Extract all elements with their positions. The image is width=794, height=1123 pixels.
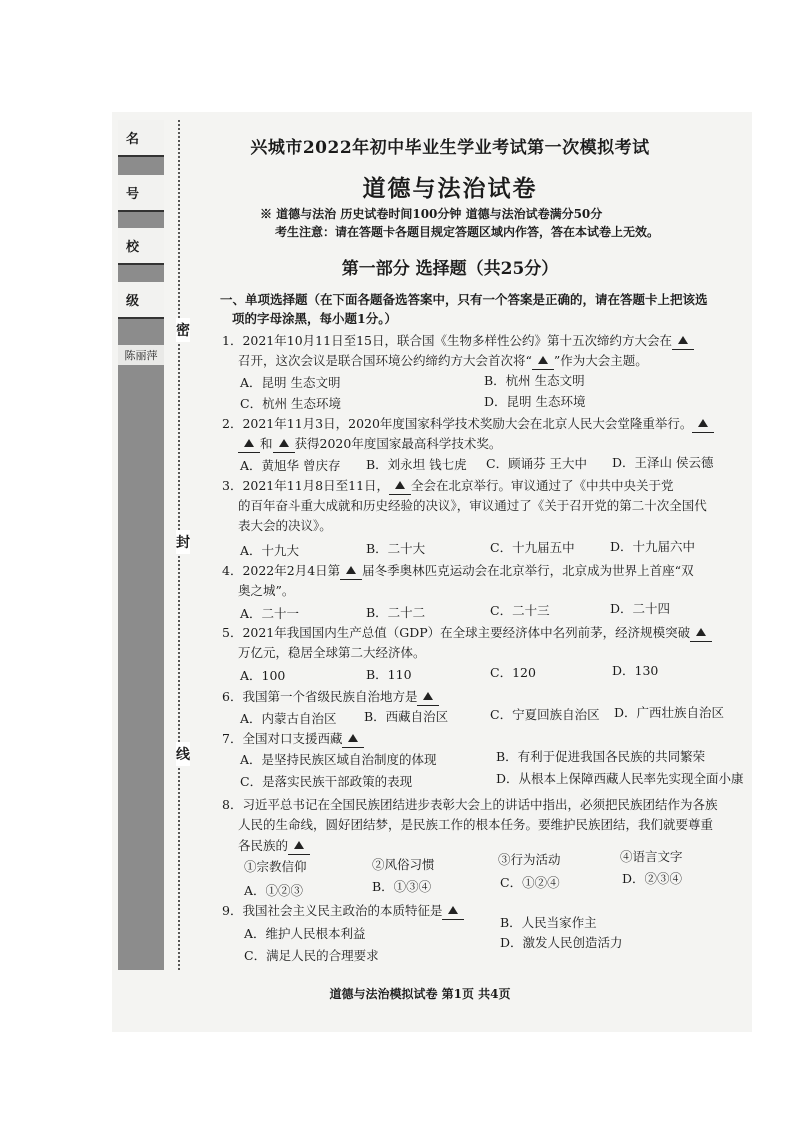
q8-item-3: ③行为活动 [498, 852, 561, 867]
q3-option-b: B．二十大 [366, 541, 426, 556]
exam-notice: 考生注意：请在答题卡各题目规定答题区域内作答，答在本试卷上无效。 [275, 225, 660, 239]
q1-line2a: 召开，这次会议是联合国环境公约缔约方大会首次将“ [238, 353, 532, 368]
q7-line1: 7．全国对口支援西藏 [222, 731, 343, 746]
q8-option-c: C．①②④ [500, 875, 560, 890]
q3-option-a: A．十九大 [240, 543, 300, 558]
q3-line1a: 3．2021年11月8日至11日， [222, 478, 390, 493]
q8-line3: 各民族的 [238, 838, 289, 853]
q9-line1: 9．我国社会主义民主政治的本质特征是 [222, 903, 443, 918]
blank-marker-icon [346, 566, 356, 574]
q5-line2: 万亿元，稳居全球第二大经济体。 [238, 645, 426, 660]
q6-option-d: D．广西壮族自治区 [614, 705, 725, 720]
q4-line2: 奥之城”。 [238, 583, 295, 598]
q6-option-b: B．西藏自治区 [364, 709, 449, 724]
q5-option-b: B．110 [366, 667, 412, 682]
q8-item-4: ④语言文字 [620, 849, 683, 864]
seal-char-mi: 密 [176, 318, 190, 342]
q3-line2: 的百年奋斗重大成就和历史经验的决议》，审议通过了《关于召开党的第二十次全国代 [238, 498, 707, 513]
part-heading: 第一部分 选择题（共25分） [341, 259, 559, 279]
binding-field-name: 名 [118, 120, 164, 157]
q5-stem [222, 625, 712, 642]
q5-option-c: C．120 [490, 665, 536, 680]
q8-option-b: B．①③④ [372, 879, 432, 894]
q3-line3: 表大会的决议》。 [238, 518, 332, 533]
q2-option-d: D．王泽山 侯云德 [612, 455, 714, 470]
q8-line1: 8．习近平总书记在全国民族团结进步表彰大会上的讲话中指出，必须把民族团结作为各族 [222, 797, 718, 812]
blank-marker-icon [538, 356, 548, 364]
blank-marker-icon [448, 906, 458, 914]
seal-char-feng: 封 [176, 530, 190, 554]
blank-marker-icon [279, 439, 289, 447]
seal-char-xian: 线 [176, 742, 190, 766]
q4-line1a: 4．2022年2月4日第 [222, 563, 341, 578]
q1-option-b: B．杭州 生态文明 [484, 373, 585, 388]
section-instruction-2: 项的字母涂黑，每小题1分。） [232, 311, 397, 326]
q1-line2b: ”作为大会主题。 [553, 353, 648, 368]
student-name: 陈丽萍 [118, 345, 164, 365]
q9-option-d: D．激发人民创造活力 [500, 935, 623, 950]
q4-option-a: A．二十一 [240, 606, 300, 621]
blank-marker-icon [244, 439, 254, 447]
q2-option-c: C．顾诵芬 王大中 [486, 456, 588, 471]
q5-option-d: D．130 [612, 663, 659, 678]
q8-line2: 人民的生命线，圆好团结梦，是民族工作的根本任务。要维护民族团结，我们就要尊重 [238, 817, 714, 832]
q1-line1: 1．2021年10月11日至15日，联合国《生物多样性公约》第十五次缔约方大会在 [222, 333, 672, 348]
binding-fields [118, 120, 164, 975]
q6-option-a: A．内蒙古自治区 [240, 711, 337, 726]
q5-line1: 5．2021年我国国内生产总值（GDP）在全球主要经济体中名列前茅，经济规模突破 [222, 625, 691, 640]
q4-line1b: 届冬季奥林匹克运动会在北京举行，北京成为世界上首座“双 [362, 563, 694, 578]
q9-option-b: B．人民当家作主 [500, 915, 597, 930]
q7-option-d: D．从根本上保障西藏人民率先实现全面小康 [496, 771, 744, 786]
q5-option-a: A．100 [240, 668, 286, 683]
q8-option-a: A．①②③ [244, 883, 304, 898]
q2-line1: 2．2021年11月3日，2020年度国家科学技术奖励大会在北京人民大会堂隆重举行。 [222, 416, 693, 431]
blank-marker-icon [395, 481, 405, 489]
blank-marker-icon [678, 336, 688, 344]
q2-option-a: A．黄旭华 曾庆存 [240, 458, 341, 473]
q3-stem [222, 478, 674, 495]
q7-option-a: A．是坚持民族区域自治制度的体现 [240, 752, 437, 767]
q8-item-1: ①宗教信仰 [244, 859, 307, 874]
q6-option-c: C．宁夏回族自治区 [490, 707, 600, 722]
q4-option-b: B．二十二 [366, 605, 426, 620]
q4-option-d: D．二十四 [610, 601, 671, 616]
exam-info: ※ 道德与法治 历史试卷时间100分钟 道德与法治试卷满分50分 [260, 207, 603, 221]
q2-stem-2 [238, 436, 501, 453]
q2-line2a: 和 [260, 436, 273, 451]
q6-stem [222, 689, 439, 706]
blank-marker-icon [696, 628, 706, 636]
q6-line1: 6．我国第一个省级民族自治地方是 [222, 689, 418, 704]
q1-stem [222, 333, 694, 350]
blank-marker-icon [698, 419, 708, 427]
q2-stem [222, 416, 714, 433]
q1-option-a: A．昆明 生态文明 [240, 375, 341, 390]
q7-option-b: B．有利于促进我国各民族的共同繁荣 [496, 749, 706, 764]
exam-title: 兴城市2022年初中毕业生学业考试第一次模拟考试 [250, 138, 650, 158]
q8-item-2: ②风俗习惯 [372, 857, 435, 872]
q9-option-a: A．维护人民根本利益 [244, 926, 366, 941]
q8-option-d: D．②③④ [622, 871, 683, 886]
q3-option-c: C．十九届五中 [490, 540, 575, 555]
q1-option-c: C．杭州 生态环境 [240, 396, 342, 411]
binding-field-number: 号 [118, 175, 164, 212]
q7-stem [222, 731, 364, 748]
q7-option-c: C．是落实民族干部政策的表现 [240, 774, 413, 789]
q9-option-c: C．满足人民的合理要求 [244, 948, 379, 963]
blank-marker-icon [348, 734, 358, 742]
q1-stem-2 [238, 353, 648, 370]
q4-option-c: C．二十三 [490, 603, 550, 618]
q4-stem [222, 563, 694, 580]
q2-line2b: 获得2020年度国家最高科学技术奖。 [294, 436, 502, 451]
section-instruction-1: 一、单项选择题（在下面各题备选答案中，只有一个答案是正确的，请在答题卡上把该选 [220, 292, 708, 307]
q3-line1b: 全会在北京举行。审议通过了《中共中央关于党 [411, 478, 674, 493]
q2-option-b: B．刘永坦 钱七虎 [366, 457, 467, 472]
exam-subtitle: 道德与法治试卷 [362, 175, 538, 202]
blank-marker-icon [423, 692, 433, 700]
q3-option-d: D．十九届六中 [610, 539, 696, 554]
binding-field-school: 校 [118, 228, 164, 265]
q8-stem-3 [238, 838, 310, 855]
blank-marker-icon [294, 841, 304, 849]
q1-option-d: D．昆明 生态环境 [484, 394, 586, 409]
page-footer: 道德与法治模拟试卷 第1页 共4页 [329, 987, 511, 1001]
q9-stem [222, 903, 464, 920]
binding-field-class: 级 [118, 282, 164, 319]
